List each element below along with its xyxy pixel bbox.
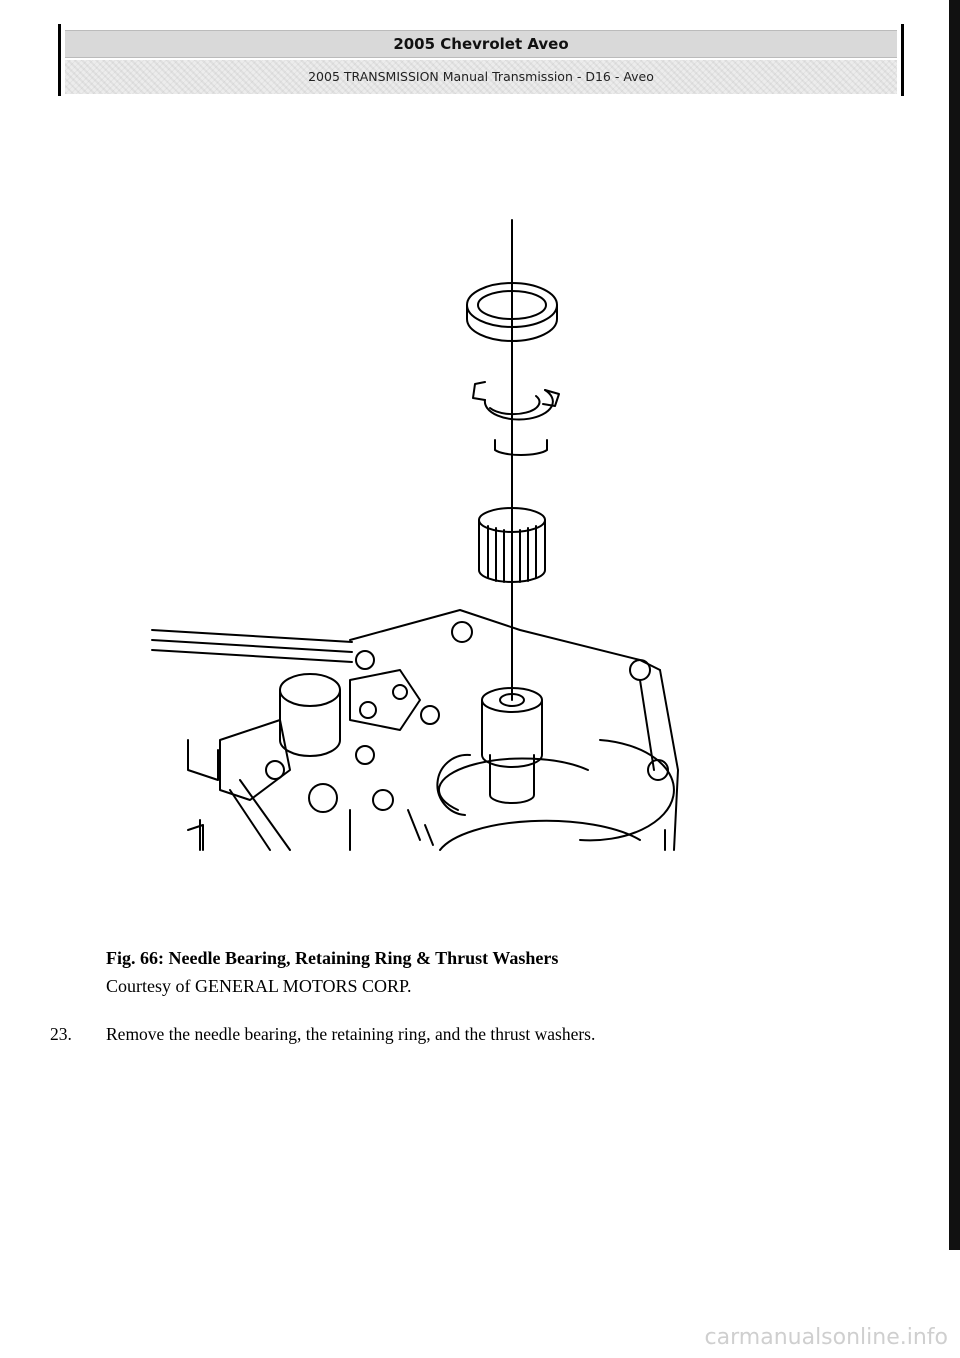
page-header <box>58 24 904 96</box>
figure-caption-credit: Courtesy of GENERAL MOTORS CORP. <box>106 976 412 996</box>
step-text: Remove the needle bearing, the retaining ring, and the thrust washers. <box>106 1024 596 1044</box>
document-title: 2005 Chevrolet Aveo <box>65 30 897 58</box>
figure-caption <box>106 944 558 1000</box>
figure-caption-title: Fig. 66: Needle Bearing, Retaining Ring & Thrust Washers <box>106 948 559 968</box>
site-watermark: carmanualsonline.info <box>704 1325 948 1350</box>
needle-bearing-illustration <box>140 210 700 860</box>
document-subtitle: 2005 TRANSMISSION Manual Transmission - D16 - Aveo <box>65 60 897 94</box>
step-number: 23. <box>50 1024 72 1044</box>
instruction-step <box>50 1021 595 1047</box>
page-edge-bar <box>949 0 960 1250</box>
